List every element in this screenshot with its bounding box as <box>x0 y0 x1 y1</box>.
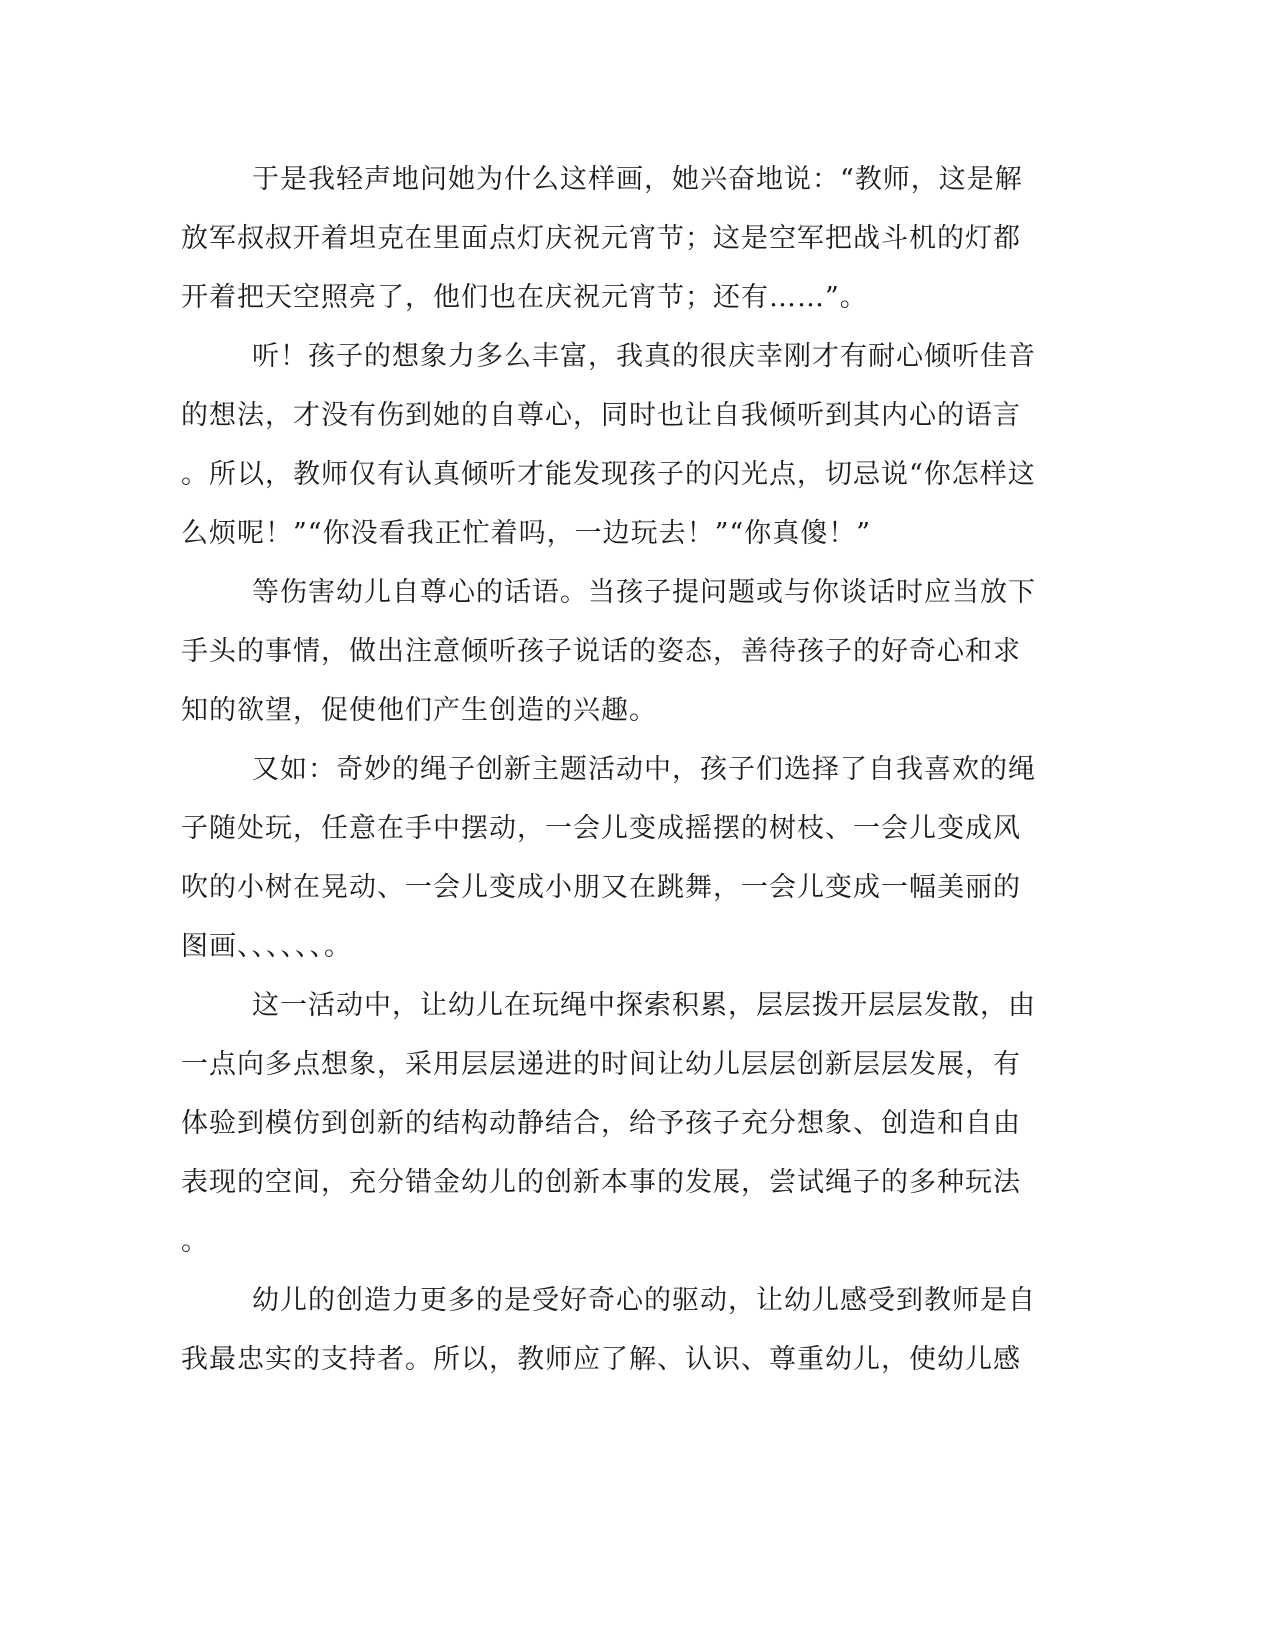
text-line: 吹的小树在晃动、一会儿变成小朋又在跳舞，一会儿变成一幅美丽的 <box>181 872 1021 903</box>
text-line: 。所以，教师仅有认真倾听才能发现孩子的闪光点，切忌说“你怎样这 <box>181 459 1036 490</box>
text-line: 这一活动中，让幼儿在玩绳中探索积累，层层拨开层层发散，由 <box>252 990 1036 1021</box>
text-line: 图画、、、、、、。 <box>181 931 352 962</box>
text-line: 子随处玩，任意在手中摆动，一会儿变成摇摆的树枝、一会儿变成风 <box>181 813 1021 844</box>
text-line: 手头的事情，做出注意倾听孩子说话的姿态，善待孩子的好奇心和求 <box>181 636 1021 667</box>
text-line: 放军叔叔开着坦克在里面点灯庆祝元宵节；这是空军把战斗机的灯都 <box>181 223 1021 254</box>
text-line: 听！孩子的想象力多么丰富，我真的很庆幸刚才有耐心倾听佳音 <box>252 341 1036 372</box>
text-line: 表现的空间，充分错金幼儿的创新本事的发展，尝试绳子的多种玩法 <box>181 1167 1021 1198</box>
text-line: 么烦呢！”“你没看我正忙着吗，一边玩去！”“你真傻！” <box>181 518 872 549</box>
text-line: 开着把天空照亮了，他们也在庆祝元宵节；还有……”。 <box>181 282 868 313</box>
text-line: 于是我轻声地问她为什么这样画，她兴奋地说：“教师，这是解 <box>252 164 1023 195</box>
text-line: 。 <box>181 1226 209 1257</box>
text-line: 的想法，才没有伤到她的自尊心，同时也让自我倾听到其内心的语言 <box>181 400 1021 431</box>
text-line: 等伤害幼儿自尊心的话语。当孩子提问题或与你谈话时应当放下 <box>252 577 1036 608</box>
text-line: 一点向多点想象，采用层层递进的时间让幼儿层层创新层层发展，有 <box>181 1049 1021 1080</box>
text-line: 知的欲望，促使他们产生创造的兴趣。 <box>181 695 657 726</box>
text-line: 又如：奇妙的绳子创新主题活动中，孩子们选择了自我喜欢的绳 <box>252 754 1036 785</box>
text-line: 幼儿的创造力更多的是受好奇心的驱动，让幼儿感受到教师是自 <box>252 1285 1036 1316</box>
text-line: 体验到模仿到创新的结构动静结合，给予孩子充分想象、创造和自由 <box>181 1108 1021 1139</box>
text-line: 我最忠实的支持者。所以，教师应了解、认识、尊重幼儿，使幼儿感 <box>181 1344 1021 1375</box>
